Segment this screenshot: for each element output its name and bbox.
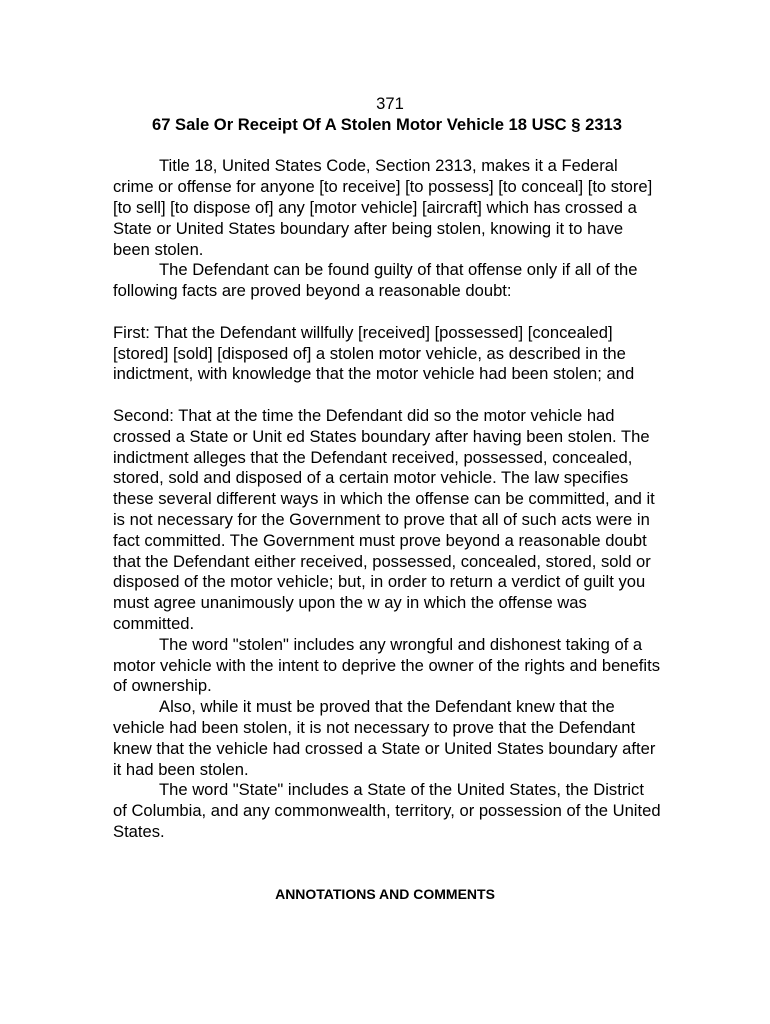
spacer [113, 385, 661, 406]
paragraph-statute: Title 18, United States Code, Section 2313, makes it a Federal crime or offense for anyone [to receive] [to possess] [to conceal] [to store] [to sell] [to dispose of] any [motor vehicle] [aircraft] which has crossed a State or United States boundary after being stolen, knowing it to have been stolen. [113, 156, 653, 259]
spacer [113, 302, 661, 323]
document-page [113, 94, 661, 843]
paragraph-second-element: Second: That at the time the Defendant did so the motor vehicle had crossed a State or Unit ed States boundary after having been stolen. The indictment alleges that the Defendant received, possessed, concealed, stored, sold and disposed of a certain motor vehicle. The law specifies these several different ways in which the offense can be committed, and it is not necessary for the Government to prove that all of such acts were in fact committed. The Government must prove beyond a reasonable doubt that the Defendant either received, possessed, concealed, stored, sold or disposed of the motor vehicle; but, in order to return a verdict of guilt you must agree unanimously upon the w ay in which the offense was committed. [113, 405, 655, 633]
paragraph-elements-intro: The Defendant can be found guilty of that offense only if all of the following facts are proved beyond a reasonable doubt: [113, 260, 638, 301]
paragraph-first-element: First: That the Defendant willfully [received] [possessed] [concealed] [stored] [sold] [disposed of] a stolen motor vehicle, as described in the indictment, with knowledge that the motor vehicle had been stolen; and [113, 322, 635, 384]
spacer [113, 136, 661, 157]
paragraph-stolen-definition: The word "stolen" includes any wrongful and dishonest taking of a motor vehicle with the intent to deprive the owner of the rights and benefits of ownership. [113, 634, 660, 696]
page-title: 67 Sale Or Receipt Of A Stolen Motor Vehicle 18 USC § 2313 [151, 114, 623, 134]
paragraph-state-definition: The word "State" includes a State of the United States, the District of Columbia, and any commonwealth, territory, or possession of the United States. [113, 780, 661, 841]
page-number: 371 [376, 94, 404, 113]
paragraph-knowledge: Also, while it must be proved that the Defendant knew that the vehicle had been stolen, it is not necessary to prove that the Defendant knew that the vehicle had crossed a State or United States boundary after it had been stolen. [113, 697, 656, 779]
annotations-heading: ANNOTATIONS AND COMMENTS [275, 886, 495, 902]
